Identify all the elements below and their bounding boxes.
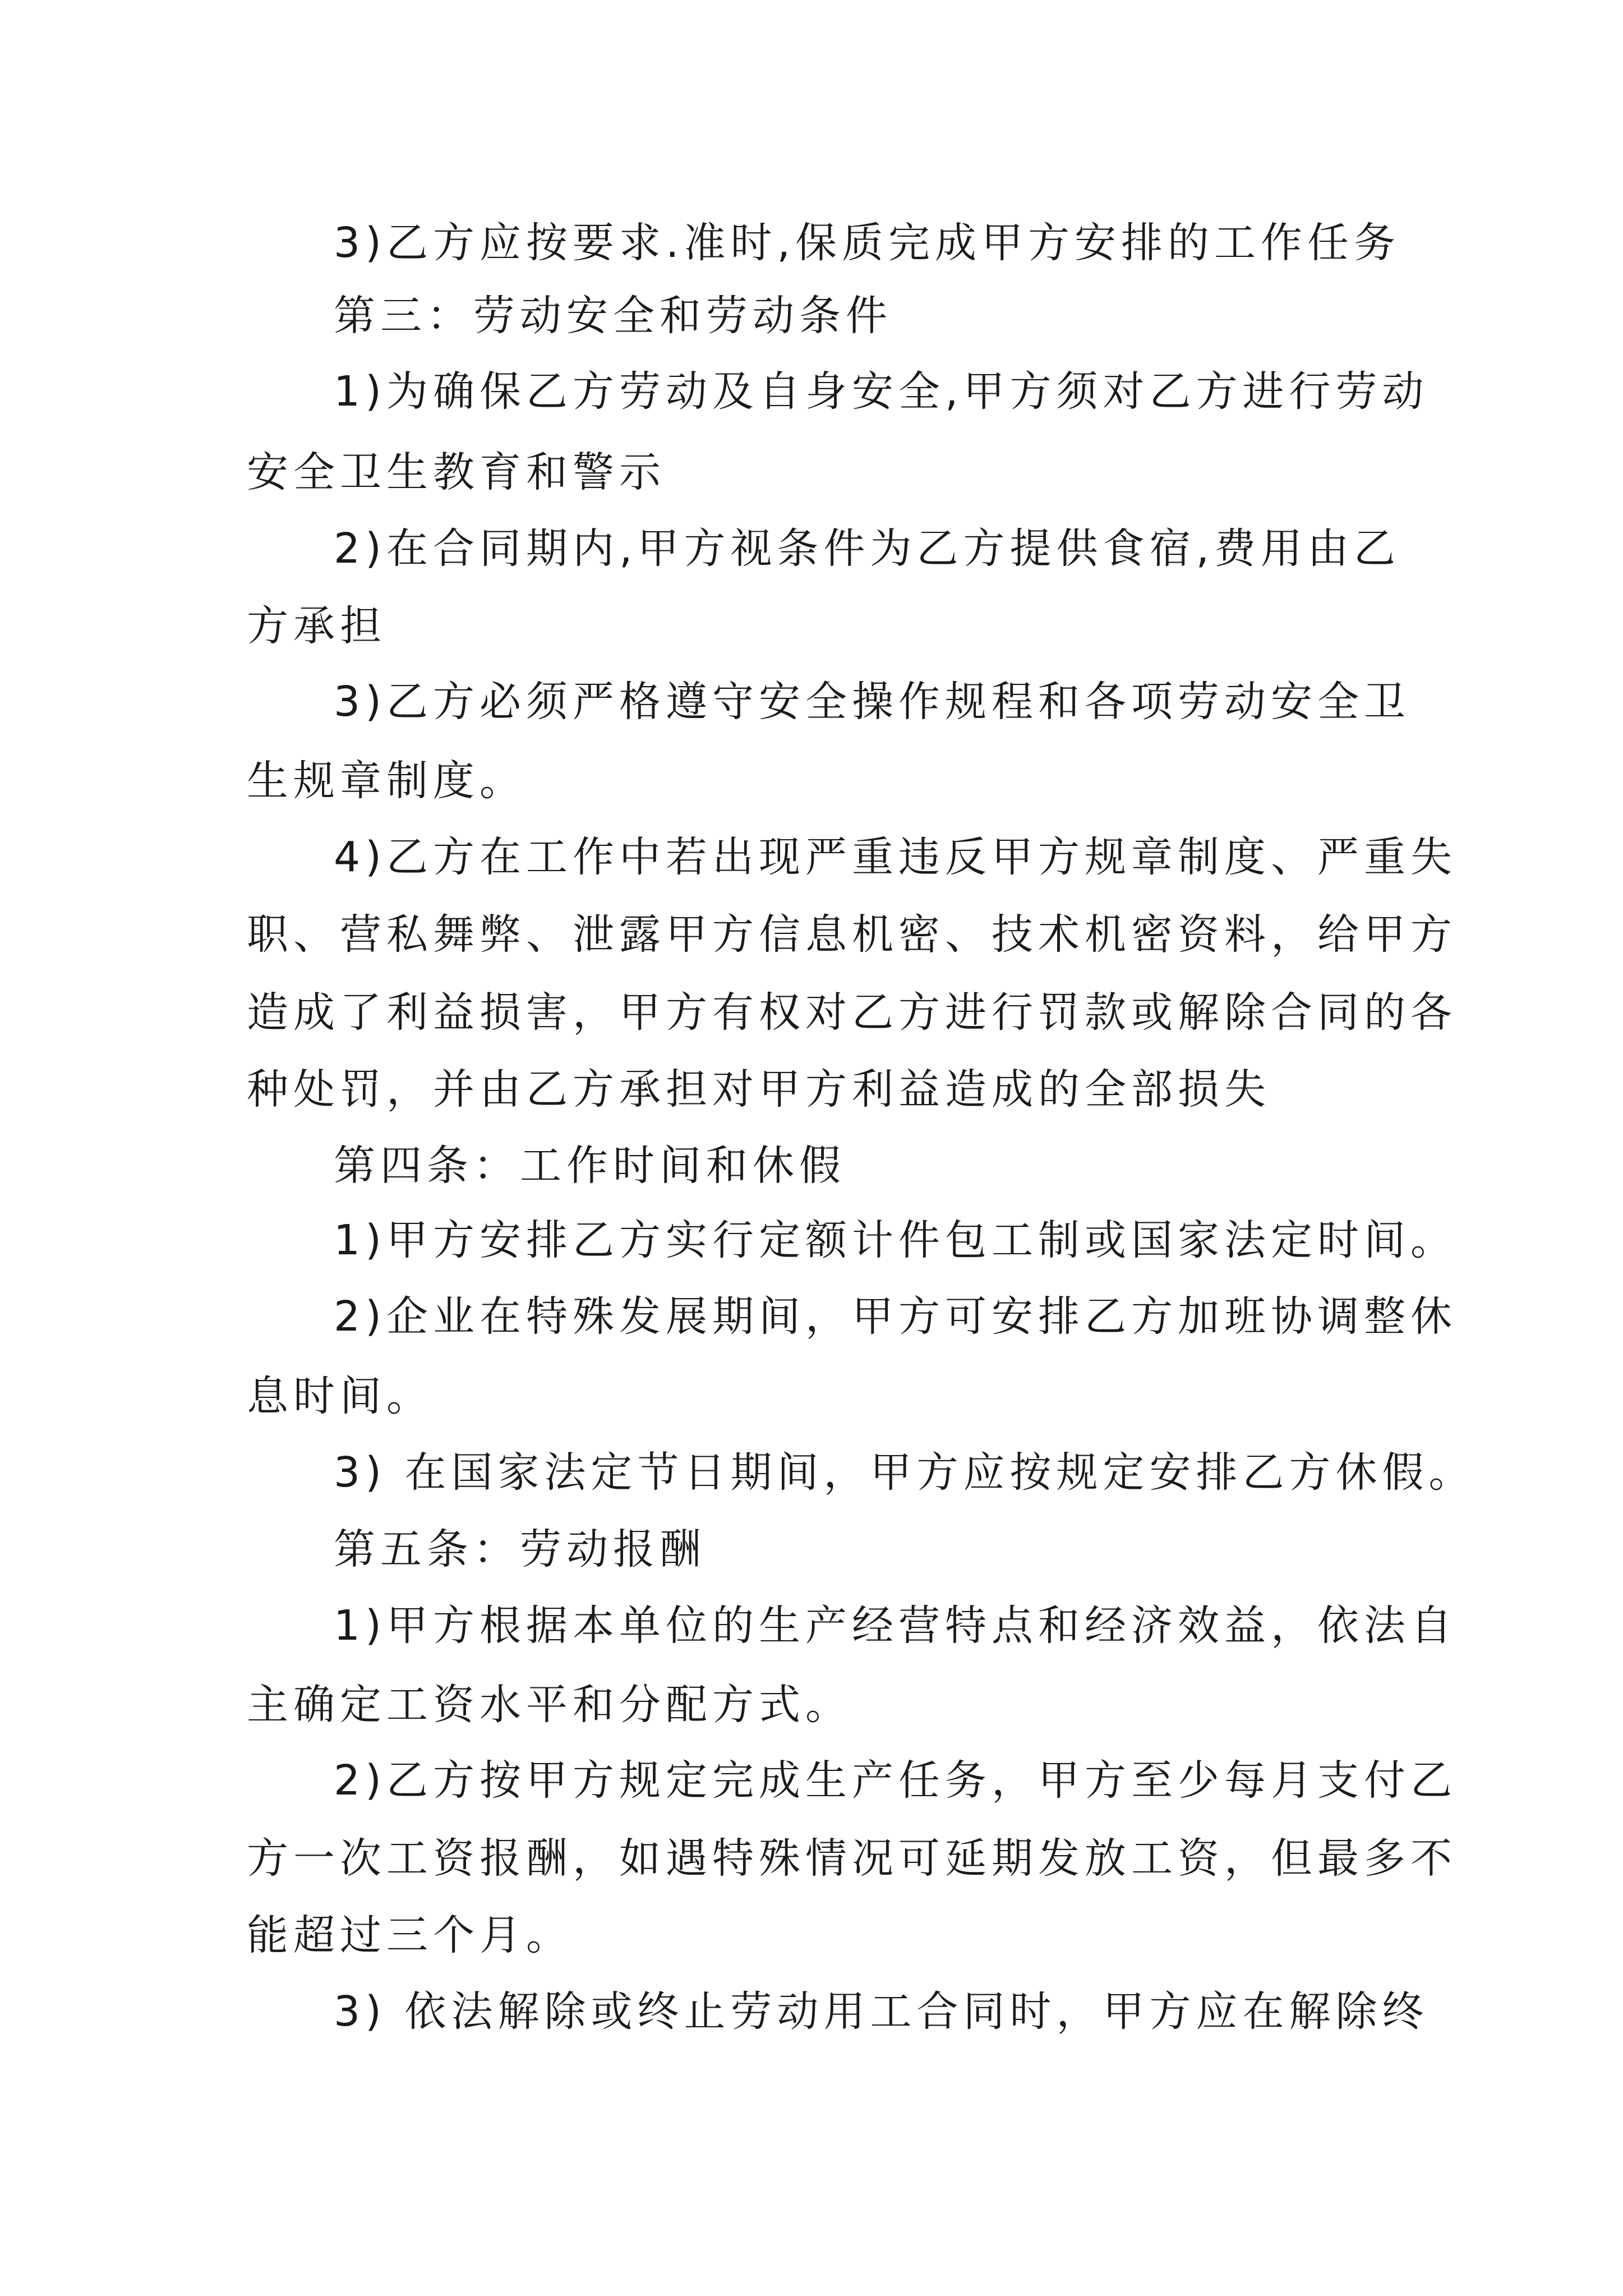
text-line: 种处罚，并由乙方承担对甲方利益造成的全部损失 — [247, 1065, 1271, 1114]
text-line: 2)企业在特殊发展期间，甲方可安排乙方加班协调整休 — [334, 1292, 1457, 1341]
text-line: 主确定工资水平和分配方式。 — [247, 1681, 852, 1729]
text-line: 4)乙方在工作中若出现严重违反甲方规章制度、严重失 — [334, 833, 1457, 881]
text-line: 方承担 — [247, 602, 386, 650]
text-line: 2)在合同期内,甲方视条件为乙方提供食宿,费用由乙 — [334, 524, 1400, 573]
text-line: 1)为确保乙方劳动及自身安全,甲方须对乙方进行劳动 — [334, 367, 1429, 416]
text-line: 1)甲方根据本单位的生产经营特点和经济效益，依法自 — [334, 1602, 1457, 1650]
text-line: 3) 在国家法定节日期间，甲方应按规定安排乙方休假。 — [334, 1448, 1476, 1497]
text-line: 能超过三个月。 — [247, 1911, 573, 1959]
section-heading: 第四条：工作时间和休假 — [334, 1142, 846, 1190]
text-line: 生规章制度。 — [247, 757, 526, 805]
text-line: 3) 依法解除或终止劳动用工合同时，甲方应在解除终 — [334, 1987, 1429, 2036]
text-line: 3)乙方应按要求.准时,保质完成甲方安排的工作任务 — [334, 219, 1400, 267]
text-line: 3)乙方必须严格遵守安全操作规程和各项劳动安全卫 — [334, 678, 1410, 726]
section-heading: 第五条：劳动报酬 — [334, 1525, 706, 1573]
section-heading: 第三：劳动安全和劳动条件 — [334, 292, 892, 340]
text-line: 职、营私舞弊、泄露甲方信息机密、技术机密资料，给甲方 — [247, 910, 1457, 959]
text-line: 1)甲方安排乙方实行定额计件包工制或国家法定时间。 — [334, 1216, 1457, 1264]
text-line: 安全卫生教育和警示 — [247, 448, 666, 496]
text-line: 造成了利益损害，甲方有权对乙方进行罚款或解除合同的各 — [247, 988, 1457, 1037]
text-line: 2)乙方按甲方规定完成生产任务，甲方至少每月支付乙 — [334, 1756, 1457, 1805]
text-line: 息时间。 — [247, 1372, 433, 1420]
text-line: 方一次工资报酬，如遇特殊情况可延期发放工资，但最多不 — [247, 1834, 1457, 1883]
